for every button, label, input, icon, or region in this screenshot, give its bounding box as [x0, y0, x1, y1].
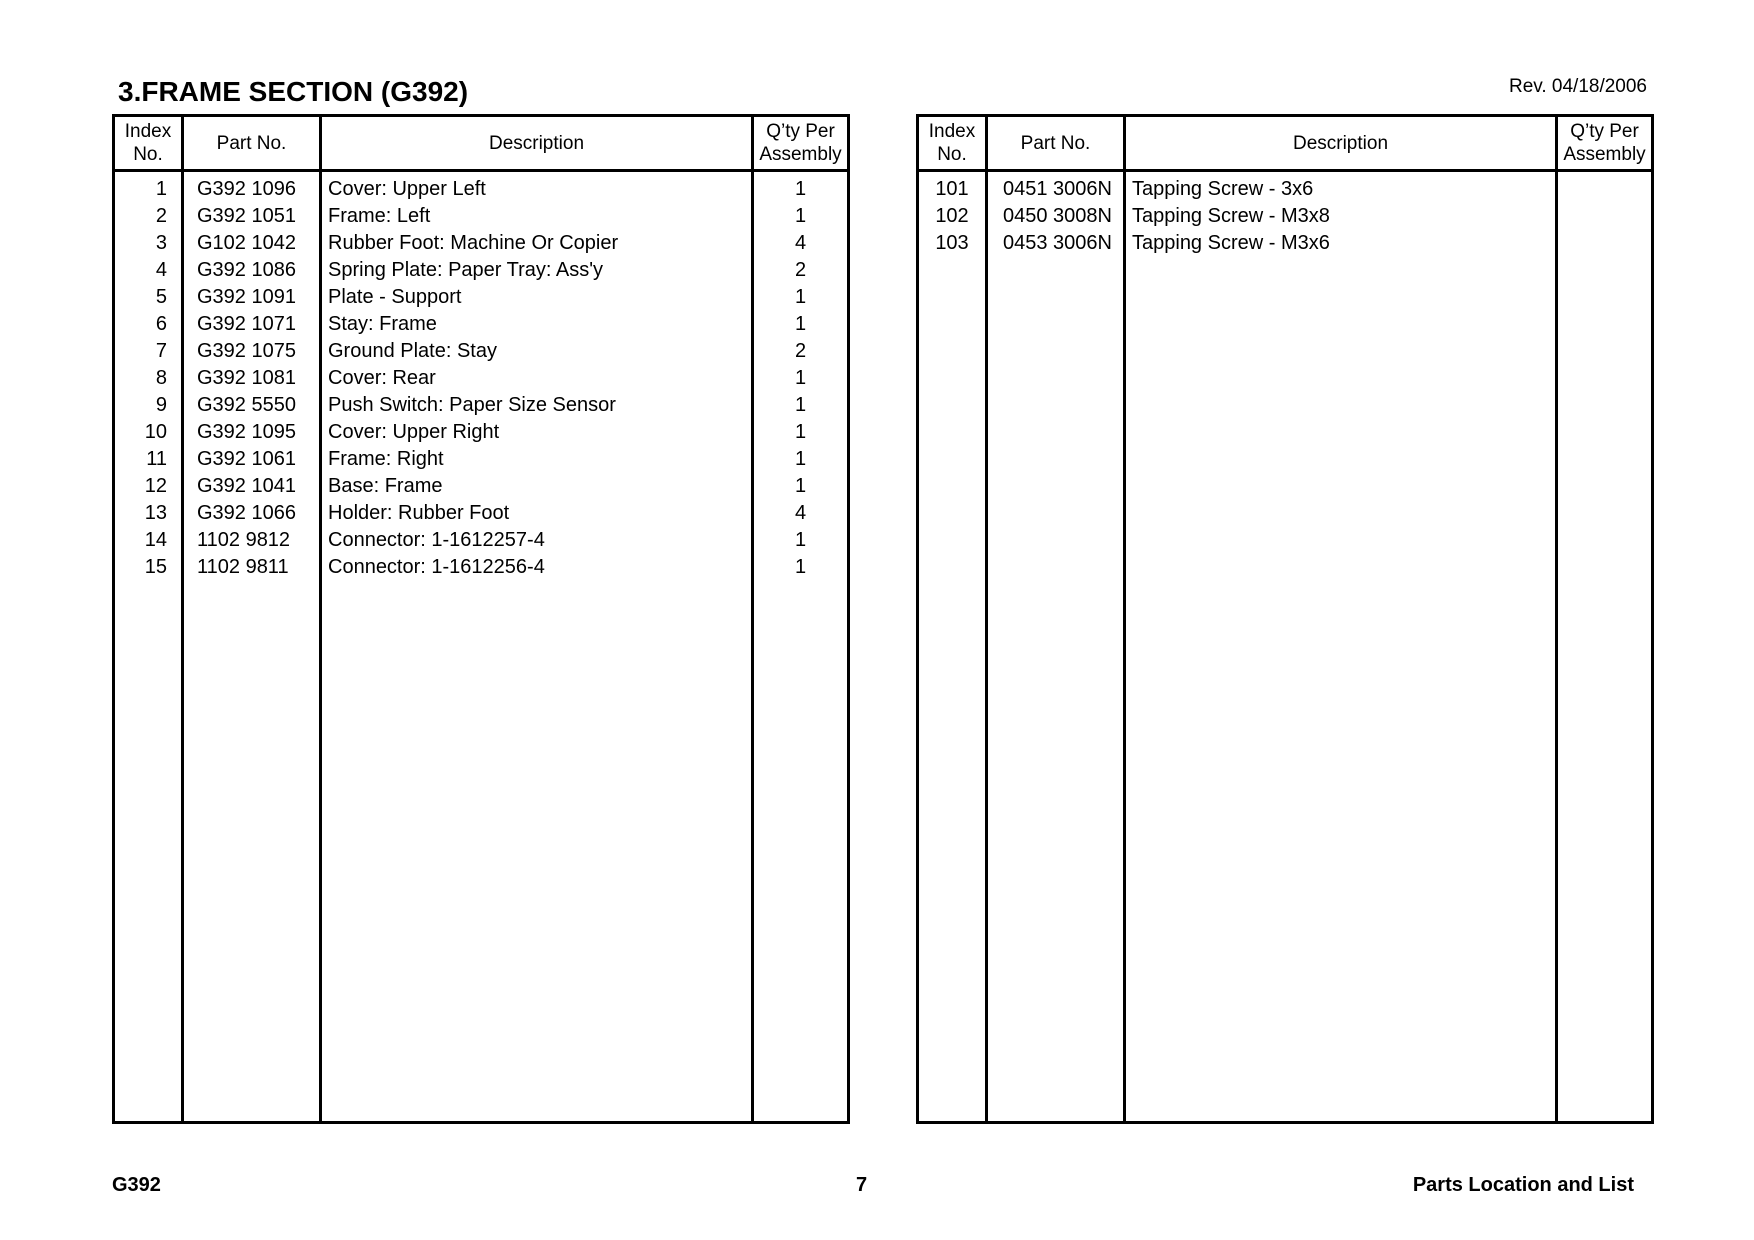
empty-cell [753, 581, 849, 1123]
table-row [114, 446, 849, 473]
description-cell: Cover: Upper Right [321, 419, 753, 446]
empty-cell [321, 581, 753, 1123]
description-cell: Stay: Frame [321, 311, 753, 338]
quantity-cell: 1 [753, 284, 849, 311]
part-number-cell: G392 1061 [183, 446, 321, 473]
quantity-cell: 4 [753, 500, 849, 527]
table-row [114, 171, 849, 204]
quantity-cell: 1 [753, 365, 849, 392]
part-number-cell: G392 1095 [183, 419, 321, 446]
description-cell: Tapping Screw - 3x6 [1125, 171, 1557, 204]
table-row [114, 554, 849, 581]
table-row [114, 257, 849, 284]
table-row [114, 311, 849, 338]
index-cell: 4 [114, 257, 183, 284]
part-number-cell: G392 1075 [183, 338, 321, 365]
empty-cell [918, 257, 987, 1123]
footer-model: G392 [112, 1174, 161, 1196]
col-header-description: Description [1125, 116, 1557, 171]
quantity-cell: 2 [753, 257, 849, 284]
empty-cell [114, 581, 183, 1123]
part-number-cell: G392 1071 [183, 311, 321, 338]
description-cell: Tapping Screw - M3x6 [1125, 230, 1557, 257]
footer-section-title: Parts Location and List [1412, 1174, 1634, 1196]
index-cell: 15 [114, 554, 183, 581]
col-header-index: Index No. [918, 116, 987, 171]
part-number-cell: G102 1042 [183, 230, 321, 257]
table-row [114, 230, 849, 257]
col-header-part-no: Part No. [183, 116, 321, 171]
part-number-cell: 0451 3006N [987, 171, 1125, 204]
table-row [918, 171, 1653, 204]
part-number-cell: 1102 9811 [183, 554, 321, 581]
col-header-qty: Q’ty Per Assembly [753, 116, 849, 171]
quantity-cell: 1 [753, 527, 849, 554]
table-filler-row [918, 257, 1653, 1123]
part-number-cell: G392 1066 [183, 500, 321, 527]
index-cell: 6 [114, 311, 183, 338]
table-row [918, 203, 1653, 230]
table-filler-row [114, 581, 849, 1123]
part-number-cell: G392 1051 [183, 203, 321, 230]
quantity-cell [1557, 171, 1653, 204]
quantity-cell: 1 [753, 446, 849, 473]
parts-table-body [918, 171, 1653, 1123]
quantity-cell [1557, 230, 1653, 257]
table-row [114, 203, 849, 230]
index-cell: 103 [918, 230, 987, 257]
table-header-row [114, 116, 849, 171]
quantity-cell: 4 [753, 230, 849, 257]
quantity-cell [1557, 203, 1653, 230]
description-cell: Tapping Screw - M3x8 [1125, 203, 1557, 230]
part-number-cell: 0450 3008N [987, 203, 1125, 230]
index-cell: 7 [114, 338, 183, 365]
quantity-cell: 2 [753, 338, 849, 365]
index-cell: 13 [114, 500, 183, 527]
index-cell: 3 [114, 230, 183, 257]
table-row [114, 392, 849, 419]
parts-table-left [112, 114, 850, 1124]
description-cell: Rubber Foot: Machine Or Copier [321, 230, 753, 257]
quantity-cell: 1 [753, 392, 849, 419]
col-header-index: Index No. [114, 116, 183, 171]
index-cell: 8 [114, 365, 183, 392]
page-title: 3.FRAME SECTION (G392) [118, 76, 469, 107]
empty-cell [987, 257, 1125, 1123]
index-cell: 102 [918, 203, 987, 230]
empty-cell [1125, 257, 1557, 1123]
description-cell: Plate - Support [321, 284, 753, 311]
table-header-row [918, 116, 1653, 171]
parts-table-body [114, 171, 849, 1123]
description-cell: Cover: Upper Left [321, 171, 753, 204]
index-cell: 9 [114, 392, 183, 419]
description-cell: Frame: Left [321, 203, 753, 230]
index-cell: 1 [114, 171, 183, 204]
part-number-cell: G392 1081 [183, 365, 321, 392]
table-row [114, 365, 849, 392]
description-cell: Connector: 1-1612256-4 [321, 554, 753, 581]
quantity-cell: 1 [753, 419, 849, 446]
description-cell: Push Switch: Paper Size Sensor [321, 392, 753, 419]
index-cell: 2 [114, 203, 183, 230]
description-cell: Spring Plate: Paper Tray: Ass'y [321, 257, 753, 284]
table-row [918, 230, 1653, 257]
parts-table-right [916, 114, 1654, 1124]
description-cell: Ground Plate: Stay [321, 338, 753, 365]
quantity-cell: 1 [753, 311, 849, 338]
quantity-cell: 1 [753, 554, 849, 581]
index-cell: 11 [114, 446, 183, 473]
table-row [114, 419, 849, 446]
part-number-cell: G392 1041 [183, 473, 321, 500]
index-cell: 12 [114, 473, 183, 500]
description-cell: Cover: Rear [321, 365, 753, 392]
part-number-cell: G392 1086 [183, 257, 321, 284]
quantity-cell: 1 [753, 473, 849, 500]
description-cell: Base: Frame [321, 473, 753, 500]
col-header-qty: Q’ty Per Assembly [1557, 116, 1653, 171]
revision-date: Rev. 04/18/2006 [1508, 76, 1647, 97]
empty-cell [183, 581, 321, 1123]
description-cell: Frame: Right [321, 446, 753, 473]
index-cell: 10 [114, 419, 183, 446]
table-row [114, 500, 849, 527]
table-row [114, 338, 849, 365]
col-header-part-no: Part No. [987, 116, 1125, 171]
footer-page-number: 7 [856, 1174, 868, 1196]
part-number-cell: G392 1096 [183, 171, 321, 204]
quantity-cell: 1 [753, 171, 849, 204]
index-cell: 5 [114, 284, 183, 311]
table-row [114, 284, 849, 311]
description-cell: Connector: 1-1612257-4 [321, 527, 753, 554]
quantity-cell: 1 [753, 203, 849, 230]
col-header-description: Description [321, 116, 753, 171]
index-cell: 101 [918, 171, 987, 204]
part-number-cell: 0453 3006N [987, 230, 1125, 257]
table-row [114, 473, 849, 500]
part-number-cell: G392 5550 [183, 392, 321, 419]
index-cell: 14 [114, 527, 183, 554]
part-number-cell: 1102 9812 [183, 527, 321, 554]
table-row [114, 527, 849, 554]
part-number-cell: G392 1091 [183, 284, 321, 311]
empty-cell [1557, 257, 1653, 1123]
description-cell: Holder: Rubber Foot [321, 500, 753, 527]
